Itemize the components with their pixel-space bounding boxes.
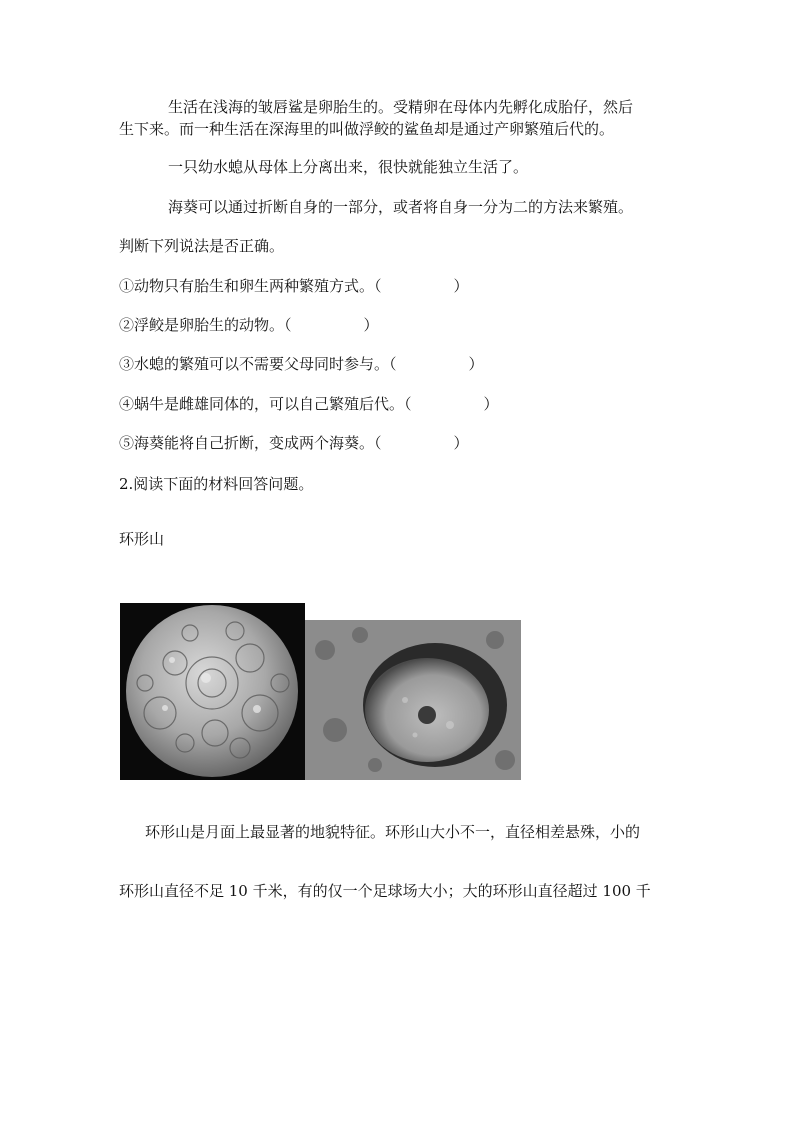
- statement-text: ①动物只有胎生和卵生两种繁殖方式。（: [119, 277, 382, 295]
- question2-prompt: 2.阅读下面的材料回答问题。: [119, 475, 314, 493]
- crater-images: [120, 603, 522, 780]
- p3: 海葵可以通过折断自身的一部分，或者将自身一分为二的方法来繁殖。: [168, 198, 634, 216]
- statement-1: [119, 276, 469, 296]
- crater-closeup-photo: [305, 620, 521, 780]
- p1-line1: 生活在浅海的皱唇鲨是卵胎生的。受精卵在母体内先孵化成胎仔，然后: [168, 98, 634, 116]
- statement-close: ）: [468, 355, 484, 373]
- statement-text: ⑤海葵能将自己折断，变成两个海葵。（: [119, 434, 382, 452]
- statement-text: ④蜗牛是雌雄同体的，可以自己繁殖后代。（: [119, 395, 412, 413]
- statement-text: ②浮鲛是卵胎生的动物。（: [119, 316, 292, 334]
- p1-line2: 生下来。而一种生活在深海里的叫做浮鲛的鲨鱼却是通过产卵繁殖后代的。: [119, 120, 615, 138]
- statement-close: ）: [363, 316, 379, 334]
- moon-globe-photo: [120, 603, 305, 780]
- statement-3: [119, 354, 484, 374]
- p2: 一只幼水螅从母体上分离出来，很快就能独立生活了。: [168, 158, 529, 176]
- instruction: 判断下列说法是否正确。: [119, 237, 285, 255]
- statement-close: ）: [453, 277, 469, 295]
- statement-5: [119, 433, 469, 453]
- statement-text: ③水螅的繁殖可以不需要父母同时参与。（: [119, 355, 397, 373]
- section-body-line1: 环形山是月面上最显著的地貌特征。环形山大小不一，直径相差悬殊，小的: [145, 823, 641, 841]
- section-body-line2: 环形山直径不足 10 千米，有的仅一个足球场大小；大的环形山直径超过 100 千: [119, 882, 651, 900]
- section-title: 环形山: [119, 530, 165, 548]
- statement-close: ）: [453, 434, 469, 452]
- statement-2: [119, 315, 379, 335]
- statement-close: ）: [483, 395, 499, 413]
- statement-4: [119, 394, 499, 414]
